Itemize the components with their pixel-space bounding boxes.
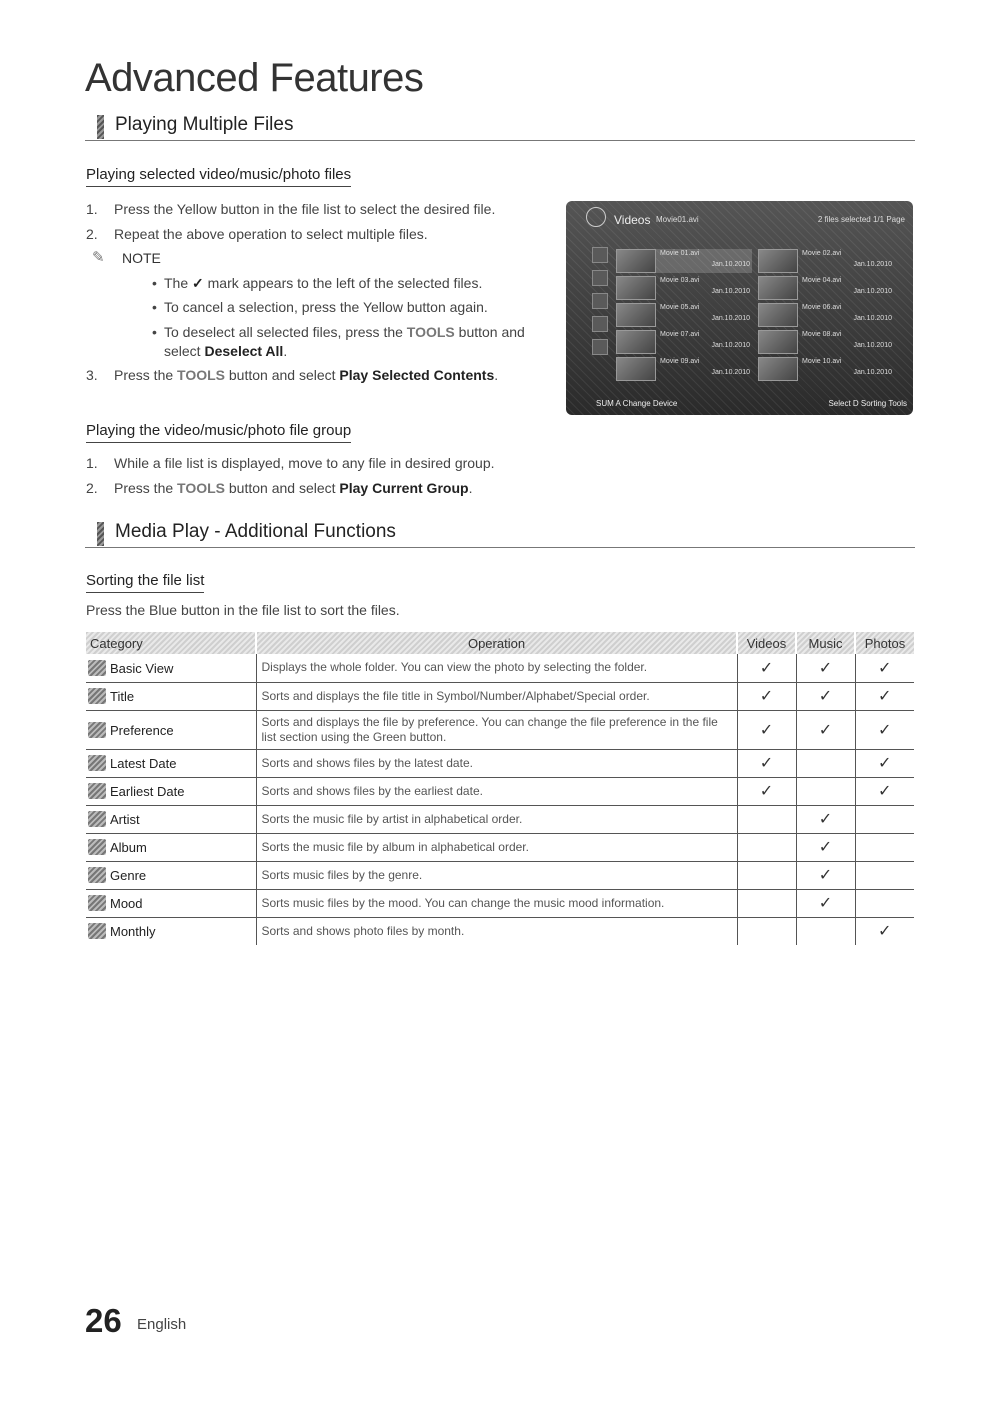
header-music: Music [796,632,855,654]
screenshot-sidebar [592,247,612,367]
step-number: 1. [86,201,98,217]
operation-cell: Sorts and displays the file title in Symbol/Number/Alphabet/Special order. [256,682,737,710]
step-number: 2. [86,479,98,496]
page-language: English [137,1316,187,1333]
file-name: Movie 07.avi [660,331,700,338]
step-2 [86,222,546,247]
check-mark-icon: ✓ [192,274,204,291]
subheading-sorting-file-list: Sorting the file list [86,572,204,593]
category-label: Album [110,840,147,855]
file-thumbnail-icon [616,303,656,327]
music-check-cell: ✓ [796,654,855,682]
category-cell [86,710,256,749]
videos-check-cell: ✓ [737,654,796,682]
note-bullet-1 [86,271,546,296]
category-label: Monthly [110,924,156,940]
category-cell [86,749,256,777]
steps-file-group [86,451,586,500]
step-text: Press the [114,479,178,496]
category-label: Basic View [110,660,174,676]
category-label: Genre [110,868,147,883]
table-row [86,654,914,682]
category-cell [86,917,256,945]
file-name: Movie 02.avi [802,250,842,257]
category-cell [86,861,256,889]
screenshot-header [566,201,913,231]
screenshot-title: Videos [614,213,651,227]
videos-check-cell: ✓ [737,749,796,777]
music-check-cell: ✓ [796,805,855,833]
file-thumbnail-icon [758,249,798,273]
section-bar-icon [97,522,104,546]
file-name: Movie 09.avi [660,358,700,365]
file-name: Movie 04.avi [802,277,842,284]
category-icon [88,783,106,799]
file-thumbnail-icon [616,249,656,273]
screenshot-footer-left: SUM A Change Device [596,399,678,408]
subheading-playing-file-group: Playing the video/music/photo file group [86,422,351,443]
step-number: 2. [86,225,98,242]
videos-check-cell: ✓ [737,777,796,805]
category-label: Earliest Date [110,784,185,799]
operation-cell: Sorts and shows photo files by month. [256,917,737,945]
tools-keyword: TOOLS [177,366,225,383]
photos-check-cell [855,889,914,917]
music-check-cell: ✓ [796,861,855,889]
category-icon [88,722,106,738]
header-photos: Photos [855,632,914,654]
videos-check-cell [737,805,796,833]
category-icon [88,755,106,771]
music-check-cell [796,917,855,945]
operation-cell: Sorts music files by the genre. [256,861,737,889]
music-check-cell: ✓ [796,710,855,749]
file-name: Movie 01.avi [660,250,700,257]
file-date: Jan.10.2010 [711,288,750,295]
operation-cell: Sorts music files by the mood. You can change the music mood information. [256,889,737,917]
table-row [86,861,914,889]
category-icon [88,867,106,883]
music-check-cell [796,749,855,777]
table-header-row [86,632,914,654]
step-text: . [494,366,499,383]
videos-check-cell: ✓ [737,682,796,710]
step-text: Press the Yellow button in the file list to select the desired file. [114,201,496,217]
step-1 [86,197,546,222]
operation-cell: Sorts and shows files by the earliest date. [256,777,737,805]
category-icon [88,839,106,855]
file-thumbnail-icon [758,330,798,354]
table-row [86,917,914,945]
sorting-intro-text: Press the Blue button in the file list to sort the files. [86,602,400,618]
file-name: Movie 06.avi [802,304,842,311]
play-selected-contents-keyword: Play Selected Contents [339,366,495,383]
table-row [86,805,914,833]
file-thumbnail-icon [616,357,656,381]
file-item [758,357,894,381]
header-category: Category [86,632,256,654]
table-row [86,777,914,805]
file-item [758,330,894,354]
photos-check-cell: ✓ [855,777,914,805]
photos-check-cell [855,833,914,861]
screenshot-current-file: Movie01.avi [656,215,699,224]
steps-selected-files [86,197,546,387]
file-date: Jan.10.2010 [853,369,892,376]
file-item [616,330,752,354]
category-cell [86,889,256,917]
file-date: Jan.10.2010 [711,342,750,349]
bullet-text: To deselect all selected files, press the [164,323,407,340]
step-text: Press the [114,366,178,383]
file-list-screenshot [566,201,913,415]
category-label: Title [110,689,135,704]
header-videos: Videos [737,632,796,654]
photos-check-cell: ✓ [855,749,914,777]
file-date: Jan.10.2010 [853,261,892,268]
file-name: Movie 05.avi [660,304,700,311]
section-heading-playing-multiple-files [85,113,915,141]
sorting-table [86,632,914,945]
file-thumbnail-icon [758,303,798,327]
bullet-text: mark appears to the left of the selected files. [203,274,483,291]
note-bullet-2 [86,295,546,320]
file-item [616,249,752,273]
category-cell [86,682,256,710]
file-thumbnail-icon [758,357,798,381]
category-cell [86,777,256,805]
page-title: Advanced Features [85,56,424,100]
file-item [758,276,894,300]
videos-check-cell [737,917,796,945]
photos-check-cell: ✓ [855,654,914,682]
videos-check-cell [737,833,796,861]
category-label: Preference [110,722,174,738]
videos-check-cell [737,861,796,889]
category-cell [86,805,256,833]
videos-logo-icon [586,207,606,227]
file-date: Jan.10.2010 [711,315,750,322]
music-check-cell: ✓ [796,682,855,710]
play-current-group-keyword: Play Current Group [339,479,469,496]
file-date: Jan.10.2010 [853,315,892,322]
subheading-playing-selected-files: Playing selected video/music/photo files [86,166,351,187]
screenshot-footer-right: Select D Sorting Tools [828,399,907,408]
table-row [86,889,914,917]
pencil-note-icon: ✎ [92,249,105,266]
category-icon [88,923,106,939]
file-thumbnail-icon [758,276,798,300]
step-text: button and select [225,366,340,383]
step-2 [86,476,586,501]
operation-cell: Sorts and displays the file by preference. You can change the file preference in the file list section using the Green button. [256,710,737,749]
deselect-all-keyword: Deselect All [204,343,284,359]
file-date: Jan.10.2010 [711,369,750,376]
bullet-text: The [164,274,193,291]
tools-keyword: TOOLS [406,323,455,340]
videos-check-cell: ✓ [737,710,796,749]
step-1 [86,451,586,476]
page-number: 26 [85,1302,122,1339]
category-label: Artist [110,812,140,827]
note-label: NOTE [122,250,161,266]
sorting-intro [86,602,400,618]
category-icon [88,895,106,911]
videos-check-cell [737,889,796,917]
note-bullet-3 [86,323,526,362]
sidebar-category-icon [592,270,608,286]
category-icon [88,688,106,704]
sidebar-category-icon [592,247,608,263]
category-icon [88,660,106,676]
operation-cell: Displays the whole folder. You can view the photo by selecting the folder. [256,654,737,682]
screenshot-selection-status: 2 files selected 1/1 Page [817,215,905,224]
file-date: Jan.10.2010 [711,261,750,268]
step-text: button and select [225,479,340,496]
bullet-text: button and select [164,323,525,359]
step-text: . [468,479,473,496]
category-label: Latest Date [110,756,177,771]
photos-check-cell: ✓ [855,710,914,749]
tools-keyword: TOOLS [177,479,225,496]
photos-check-cell: ✓ [855,917,914,945]
music-check-cell: ✓ [796,833,855,861]
music-check-cell: ✓ [796,889,855,917]
file-item [758,303,894,327]
file-thumbnail-icon [616,330,656,354]
screenshot-footer [566,393,913,415]
step-number: 1. [86,455,98,471]
step-number: 3. [86,366,98,383]
category-label: Mood [110,896,143,911]
section-title: Playing Multiple Files [115,114,294,135]
operation-cell: Sorts the music file by artist in alphabetical order. [256,805,737,833]
table-row [86,833,914,861]
category-icon [88,811,106,827]
sidebar-category-icon [592,316,608,332]
operation-cell: Sorts and shows files by the latest date. [256,749,737,777]
photos-check-cell [855,861,914,889]
table-row [86,682,914,710]
file-item [616,276,752,300]
file-item [616,357,752,381]
file-name: Movie 03.avi [660,277,700,284]
section-heading-media-play-additional [85,520,915,548]
category-cell [86,833,256,861]
table-row [86,749,914,777]
table-body [86,654,914,945]
step-text: Repeat the above operation to select multiple files. [114,225,428,242]
step-3 [86,363,546,388]
section-bar-icon [97,115,104,139]
file-date: Jan.10.2010 [853,342,892,349]
section-title: Media Play - Additional Functions [115,521,396,542]
bullet-text: To cancel a selection, press the Yellow button again. [164,299,488,315]
bullet-text: . [283,343,288,359]
note-heading [86,246,546,271]
photos-check-cell: ✓ [855,682,914,710]
table-row [86,710,914,749]
header-operation: Operation [256,632,737,654]
operation-cell: Sorts the music file by album in alphabetical order. [256,833,737,861]
step-text: While a file list is displayed, move to any file in desired group. [114,455,495,471]
file-thumbnail-icon [616,276,656,300]
category-cell [86,654,256,682]
file-item [616,303,752,327]
sidebar-category-icon [592,293,608,309]
music-check-cell [796,777,855,805]
file-name: Movie 08.avi [802,331,842,338]
file-name: Movie 10.avi [802,358,842,365]
file-item [758,249,894,273]
photos-check-cell [855,805,914,833]
sidebar-category-icon [592,339,608,355]
file-date: Jan.10.2010 [853,288,892,295]
